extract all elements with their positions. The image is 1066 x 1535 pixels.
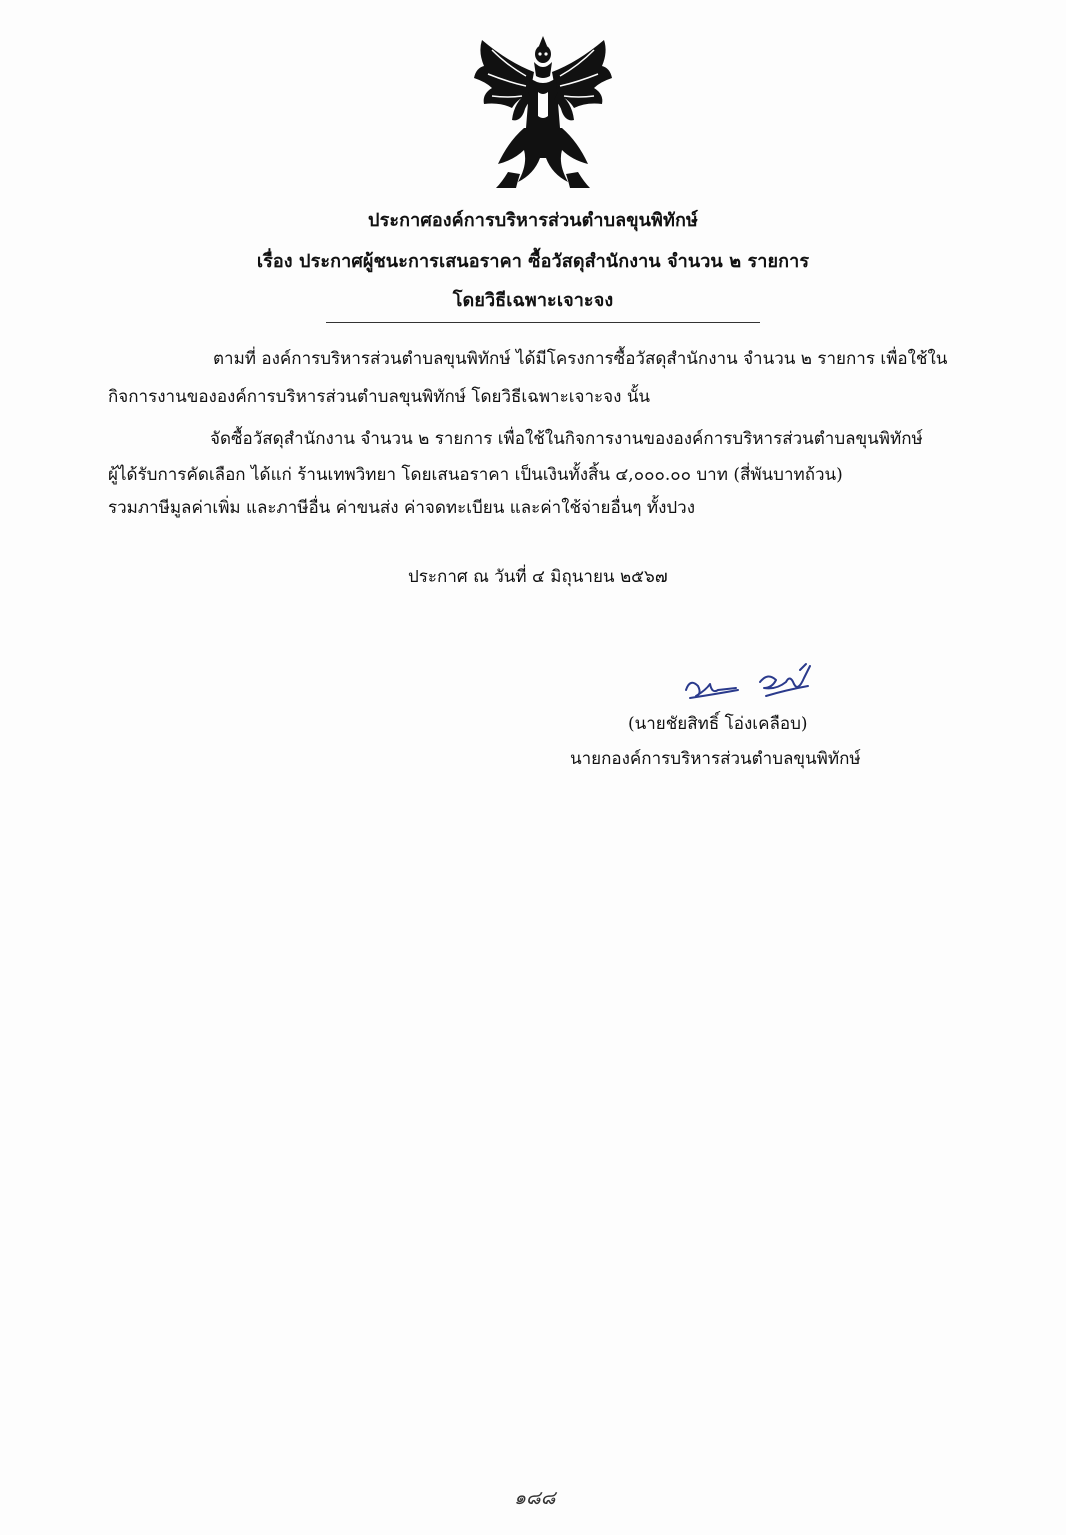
heading-divider xyxy=(326,322,760,323)
paragraph-2-line-3: รวมภาษีมูลค่าเพิ่ม และภาษีอื่น ค่าขนส่ง ค่าจดทะเบียน และค่าใช้จ่ายอื่นๆ ทั้งปวง xyxy=(108,498,696,518)
paragraph-2-line-1: จัดซื้อวัสดุสำนักงาน จำนวน ๒ รายการ เพื่อใช้ในกิจการงานขององค์การบริหารส่วนตำบลขุนพิทักษ์ xyxy=(210,429,923,449)
garuda-emblem-icon xyxy=(468,32,618,192)
announcement-method: โดยวิธีเฉพาะเจาะจง xyxy=(452,290,614,311)
announcement-subject: เรื่อง ประกาศผู้ชนะการเสนอราคา ซื้อวัสดุสำนักงาน จำนวน ๒ รายการ xyxy=(256,251,810,272)
page-number: ๑๘๘ xyxy=(514,1487,556,1509)
signer-name: (นายชัยสิทธิ์ โอ่งเคลือบ) xyxy=(628,714,808,734)
paragraph-1-line-1: ตามที่ องค์การบริหารส่วนตำบลขุนพิทักษ์ ได้มีโครงการซื้อวัสดุสำนักงาน จำนวน ๒ รายการ เพื่อใช้ใน xyxy=(213,349,948,369)
paragraph-1-line-2: กิจการงานขององค์การบริหารส่วนตำบลขุนพิทักษ์ โดยวิธีเฉพาะเจาะจง นั้น xyxy=(108,387,651,407)
paragraph-2-line-2: ผู้ได้รับการคัดเลือก ได้แก่ ร้านเทพวิทยา โดยเสนอราคา เป็นเงินทั้งสิ้น ๔,๐๐๐.๐๐ บาท (สี่พันบาทถ้วน) xyxy=(108,465,843,485)
announcement-heading: ประกาศองค์การบริหารส่วนตำบลขุนพิทักษ์ xyxy=(368,210,698,231)
signature-icon xyxy=(676,660,826,710)
signer-title: นายกองค์การบริหารส่วนตำบลขุนพิทักษ์ xyxy=(570,749,861,769)
announcement-date: ประกาศ ณ วันที่ ๔ มิถุนายน ๒๕๖๗ xyxy=(408,567,668,587)
